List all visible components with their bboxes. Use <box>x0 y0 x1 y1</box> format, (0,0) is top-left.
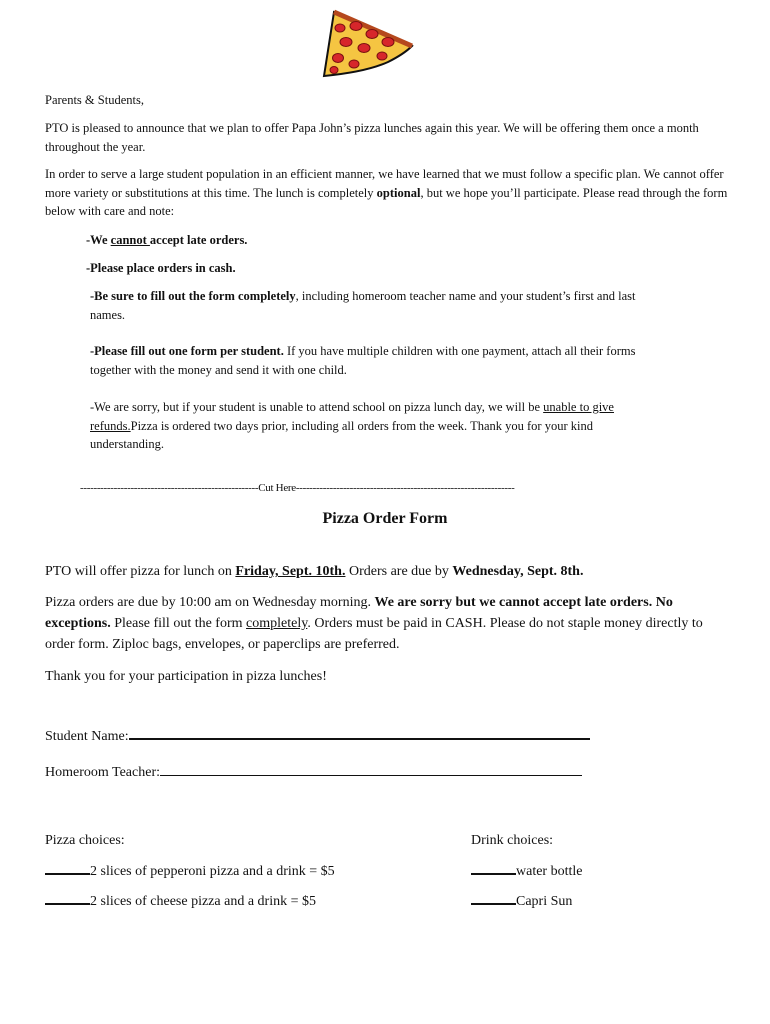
note-one-form: -Please fill out one form per student. If you have multiple children with one payment, attach all their forms together with the money and send it with one child. <box>90 344 636 377</box>
pepperoni-quantity-field[interactable] <box>45 860 90 875</box>
cheese-quantity-field[interactable] <box>45 890 90 905</box>
homeroom-row <box>45 762 582 783</box>
student-name-row <box>45 725 590 747</box>
plan-paragraph: In order to serve a large student population in an efficient manner, we have learned that we must follow a specific plan. We cannot offer more variety or substitutions at this time. The lunch is completely optional, but we hope you’ll participate. Please read through the form below with care and note: <box>45 167 728 218</box>
student-name-label: Student Name: <box>45 729 129 744</box>
drink-choices-heading: Drink choices: <box>471 833 554 848</box>
note-cash: -Please place orders in cash. <box>86 261 236 275</box>
pizza-choices-heading: Pizza choices: <box>45 833 125 848</box>
form-title: Pizza Order Form <box>322 510 448 527</box>
thank-you-line: Thank you for your participation in pizza lunches! <box>45 669 327 684</box>
drink-option-water: water bottle <box>471 860 582 882</box>
pizza-option-pepperoni: 2 slices of pepperoni pizza and a drink = $5 <box>45 860 335 882</box>
cut-line: -----------------------------------------------------Cut Here----------------------------------------------------------------- <box>80 482 515 494</box>
greeting: Parents & Students, <box>45 93 144 107</box>
homeroom-teacher-field[interactable] <box>160 762 582 776</box>
pizza-option-cheese: 2 slices of cheese pizza and a drink = $5 <box>45 890 316 912</box>
note-late-orders: -We cannot accept late orders. <box>86 233 248 247</box>
water-quantity-field[interactable] <box>471 860 516 875</box>
note-refunds: -We are sorry, but if your student is unable to attend school on pizza lunch day, we will be unable to give refunds.Pizza is ordered two days prior, including all orders from the week. Thank you for your kind understanding. <box>90 400 614 451</box>
student-name-field[interactable] <box>129 725 590 740</box>
note-complete-form: -Be sure to fill out the form completely, including homeroom teacher name and your student’s first and last names. <box>90 289 636 322</box>
intro-paragraph: PTO is pleased to announce that we plan to offer Papa John’s pizza lunches again this year. We will be offering them once a month throughout the year. <box>45 121 699 154</box>
order-instructions: Pizza orders are due by 10:00 am on Wednesday morning. We are sorry but we cannot accept late orders. No exceptions. Please fill out the form completely. Orders must be paid in CASH. Please do not staple money directly to order form. Ziploc bags, envelopes, or paperclips are preferred. <box>45 595 703 652</box>
order-date-line: PTO will offer pizza for lunch on Friday, Sept. 10th. Orders are due by Wednesday, Sept. 8th. <box>45 564 584 579</box>
pizza-slice-icon <box>316 8 416 78</box>
drink-option-capri-sun: Capri Sun <box>471 890 572 912</box>
capri-sun-quantity-field[interactable] <box>471 890 516 905</box>
homeroom-label: Homeroom Teacher: <box>45 765 160 780</box>
